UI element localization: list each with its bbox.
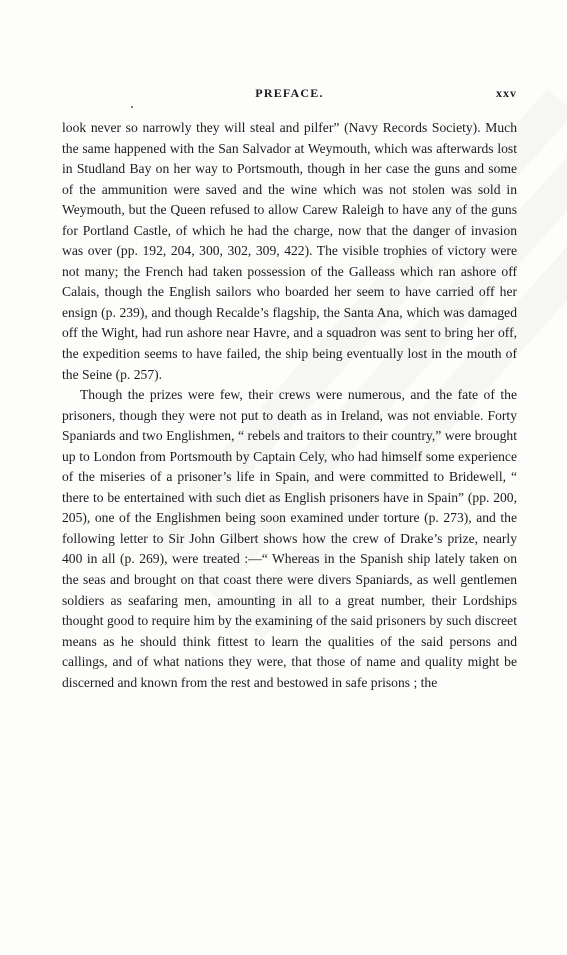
body-text [62, 118, 517, 693]
header-title: PREFACE. [255, 86, 324, 100]
paragraph-1: look never so narrowly they will steal and pilfer” (Navy Records Society). Much the same happened with the San Salvador at Weymouth, which was afterwards lost in Studland Bay on her way to Portsmouth, though in her case the guns and some of the ammunition were saved and the wine which was not stolen was sold in Weymouth, but the Queen refused to allow Carew Raleigh to have any of the guns for Portland Castle, of which he had the charge, now that the danger of invasion was over (pp. 192, 204, 300, 302, 309, 422). The visible trophies of victory were not many; the French had taken possession of the Galleass which ran ashore off Calais, though the English sailors who boarded her seem to have carried off her ensign (p. 239), and though Recalde’s flagship, the Santa Ana, which was damaged off the Wight, had run ashore near Havre, and a squadron was sent to bring her off, the expedition seems to have failed, the ship being eventually lost in the mouth of the Seine (p. 257). [62, 120, 517, 382]
print-speck [131, 106, 133, 108]
running-header [62, 86, 517, 104]
page-number: xxv [496, 86, 517, 100]
paragraph-2: Though the prizes were few, their crews were numerous, and the fate of the prisoners, though they were not put to death as in Ireland, was not enviable. Forty Spaniards and two Englishmen, “ rebels and traitors to their country,” were brought up to London from Portsmouth by Captain Cely, who had himself some experience of the miseries of a prisoner’s life in Spain, and were committed to Bridewell, “ there to be entertained with such diet as English prisoners have in Spain” (pp. 200, 205), one of the Englishmen being soon examined under torture (p. 273), and the following letter to Sir John Gilbert shows how the crew of Drake’s prize, nearly 400 in all (p. 269), were treated :—“ Whereas in the Spanish ship lately taken on the seas and brought on that coast there were divers Spaniards, as well gentlemen soldiers as seafaring men, amounting in all to a great number, their Lordships thought good to require him by the examining of the said prisoners by such discreet means as he should think fittest to learn the qualities of the said persons and callings, and of what nations they were, that those of name and quality might be discerned and known from the rest and bestowed in safe prisons ; the [62, 387, 517, 690]
